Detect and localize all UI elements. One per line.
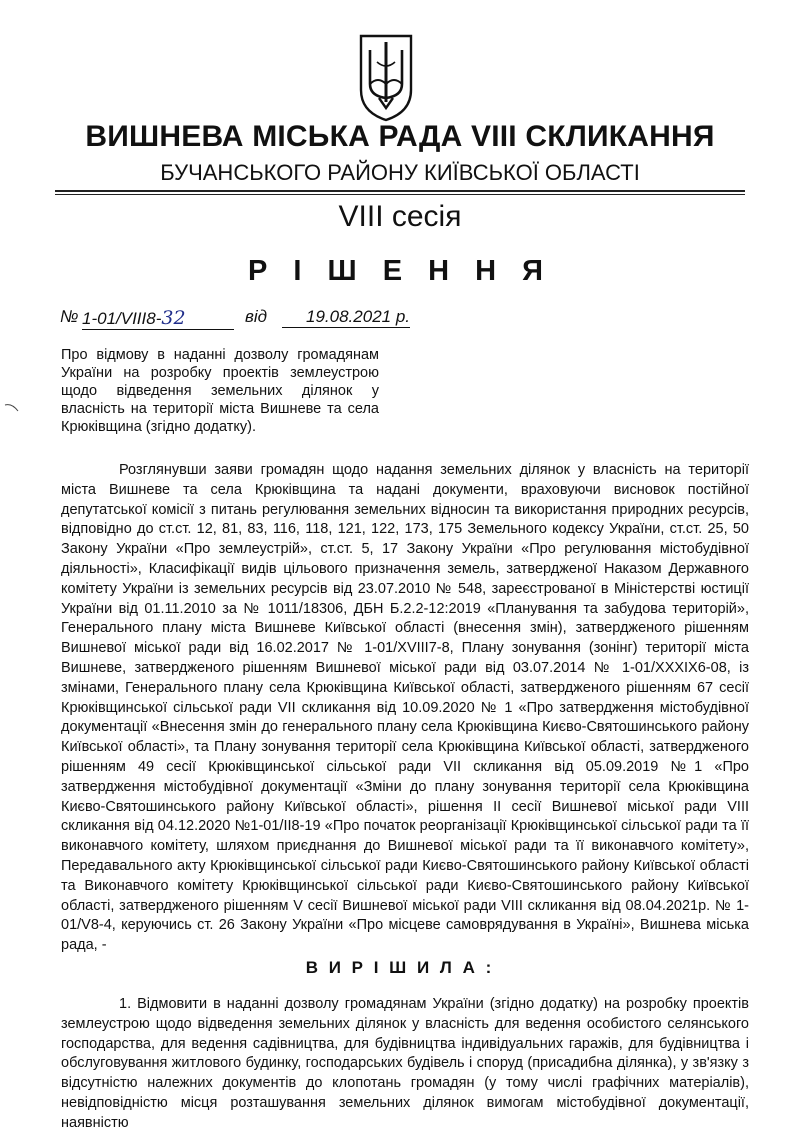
council-title: ВИШНЕВА МІСЬКА РАДА VIII СКЛИКАННЯ bbox=[85, 120, 715, 153]
from-label: від bbox=[245, 307, 268, 326]
decision-number-line bbox=[60, 307, 460, 333]
number-sign: № bbox=[60, 307, 79, 326]
decision-number-printed: 1-01/VIII8- bbox=[82, 309, 162, 328]
margin-tick-icon bbox=[4, 402, 20, 414]
trident-emblem-icon bbox=[357, 32, 415, 124]
resolved-heading: В И Р І Ш И Л А : bbox=[305, 958, 495, 977]
decision-number-handwritten: 32 bbox=[161, 307, 186, 329]
session-label: VIII сесія bbox=[338, 200, 462, 233]
document-type-heading: Р І Ш Е Н Н Я bbox=[248, 255, 552, 287]
resolution-point-1: 1. Відмовити в наданні дозволу громадянам України (згідно додатку) на розробку проектів землеустрою щодо відведення земельних ділянок у власність для ведення особистого селянського господарства, для ведення садівництва, для будівництва індивідуальних гаражів, для будівництва і обслуговування житлового будинку, господарських будівель і споруд (присадибна ділянка), у зв'язку з відсутністю належних документів до клопотань громадян (у тому числі графічних матеріалів), невідповідністю місця розташування земельних ділянок вимогам містобудівної документації, наявністю bbox=[61, 996, 749, 1131]
decision-subject: Про відмову в наданні дозволу громадянам України на розробку проектів землеустрою щодо відведення земельних ділянок у власність на території міста Вишневе та села Крюківщина (згідно додатку). bbox=[61, 347, 379, 435]
district-subtitle: БУЧАНСЬКОГО РАЙОНУ КИЇВСЬКОЇ ОБЛАСТІ bbox=[160, 160, 640, 185]
preamble-paragraph: Розглянувши заяви громадян щодо надання земельних ділянок у власність на території міста Вишневе та села Крюківщина та надані документи, враховуючи висновок постійної депутатської комісії з питань регулювання земельних відносин та використання природних ресурсів, відповідно до ст.ст. 12, 81, 83, 116, 118, 121, 122, 173, 175 Земельного кодексу України, ст.ст. 25, 50 Закону України «Про землеустрій», ст.ст. 5, 17 Закону України «Про регулювання містобудівної діяльності», Класифікації видів цільового призначення земель, затвердженої Наказом Державного комітету України із земельних ресурсів від 23.07.2010 № 548, зареєстрованої в Міністерстві юстиції України від 01.11.2010 за № 1011/18306, ДБН Б.2.2-12:2019 «Планування та забудова територій», Генерального плану міста Вишневе Київської області (внесення змін), затвердженого рішенням Вишневої міської ради від 16.02.2017 № 1-01/XVIII7-8, Плану зонування (зонінг) території міста Вишневе, затвердженого рішенням Вишневої міської ради від 03.07.2014 № 1-01/XXXIX6-08, із змінами, Генерального плану села Крюківщина Київської області, затвердженого рішенням 67 сесії Крюківщинської сільської ради VII скликання від 10.09.2020 № 1 «Про затвердження містобудівної документації «Внесення змін до генерального плану села Крюківщина Києво-Святошинського району Київської області», та Плану зонування території села Крюківщина Київської області, затвердженого рішенням 49 сесії Крюківщинської сільської ради VII скликання від 05.09.2019 №1 «Про затвердження містобудівної документації «Зміни до плану зонування території села Крюківщина Києво-Святошинського району Київської області», рішення II сесії Вишневої міської ради VIII скликання від 04.12.2020 №1-01/II8-19 «Про початок реорганізації Крюківщинської сільської ради та її виконавчого комітету, шляхом приєднання до Вишневої міської ради та її виконавчого комітету», Передавального акту Крюківщинської сільської ради Києво-Святошинського району Київської області та Виконавчого комітету Крюківщинської сільської ради Києво-Святошинського району Київської області, затвердженого рішенням V сесії Вишневої міської ради VIII скликання від 08.04.2021р. № 1-01/V8-4, керуючись ст. 26 Закону України «Про місцеве самоврядування в Україні», Вишнева міська рада, - bbox=[61, 462, 749, 954]
header-divider-thin bbox=[55, 194, 745, 195]
decision-number bbox=[82, 307, 234, 330]
header-divider bbox=[55, 190, 745, 192]
decision-date: 19.08.2021 р. bbox=[282, 307, 410, 328]
